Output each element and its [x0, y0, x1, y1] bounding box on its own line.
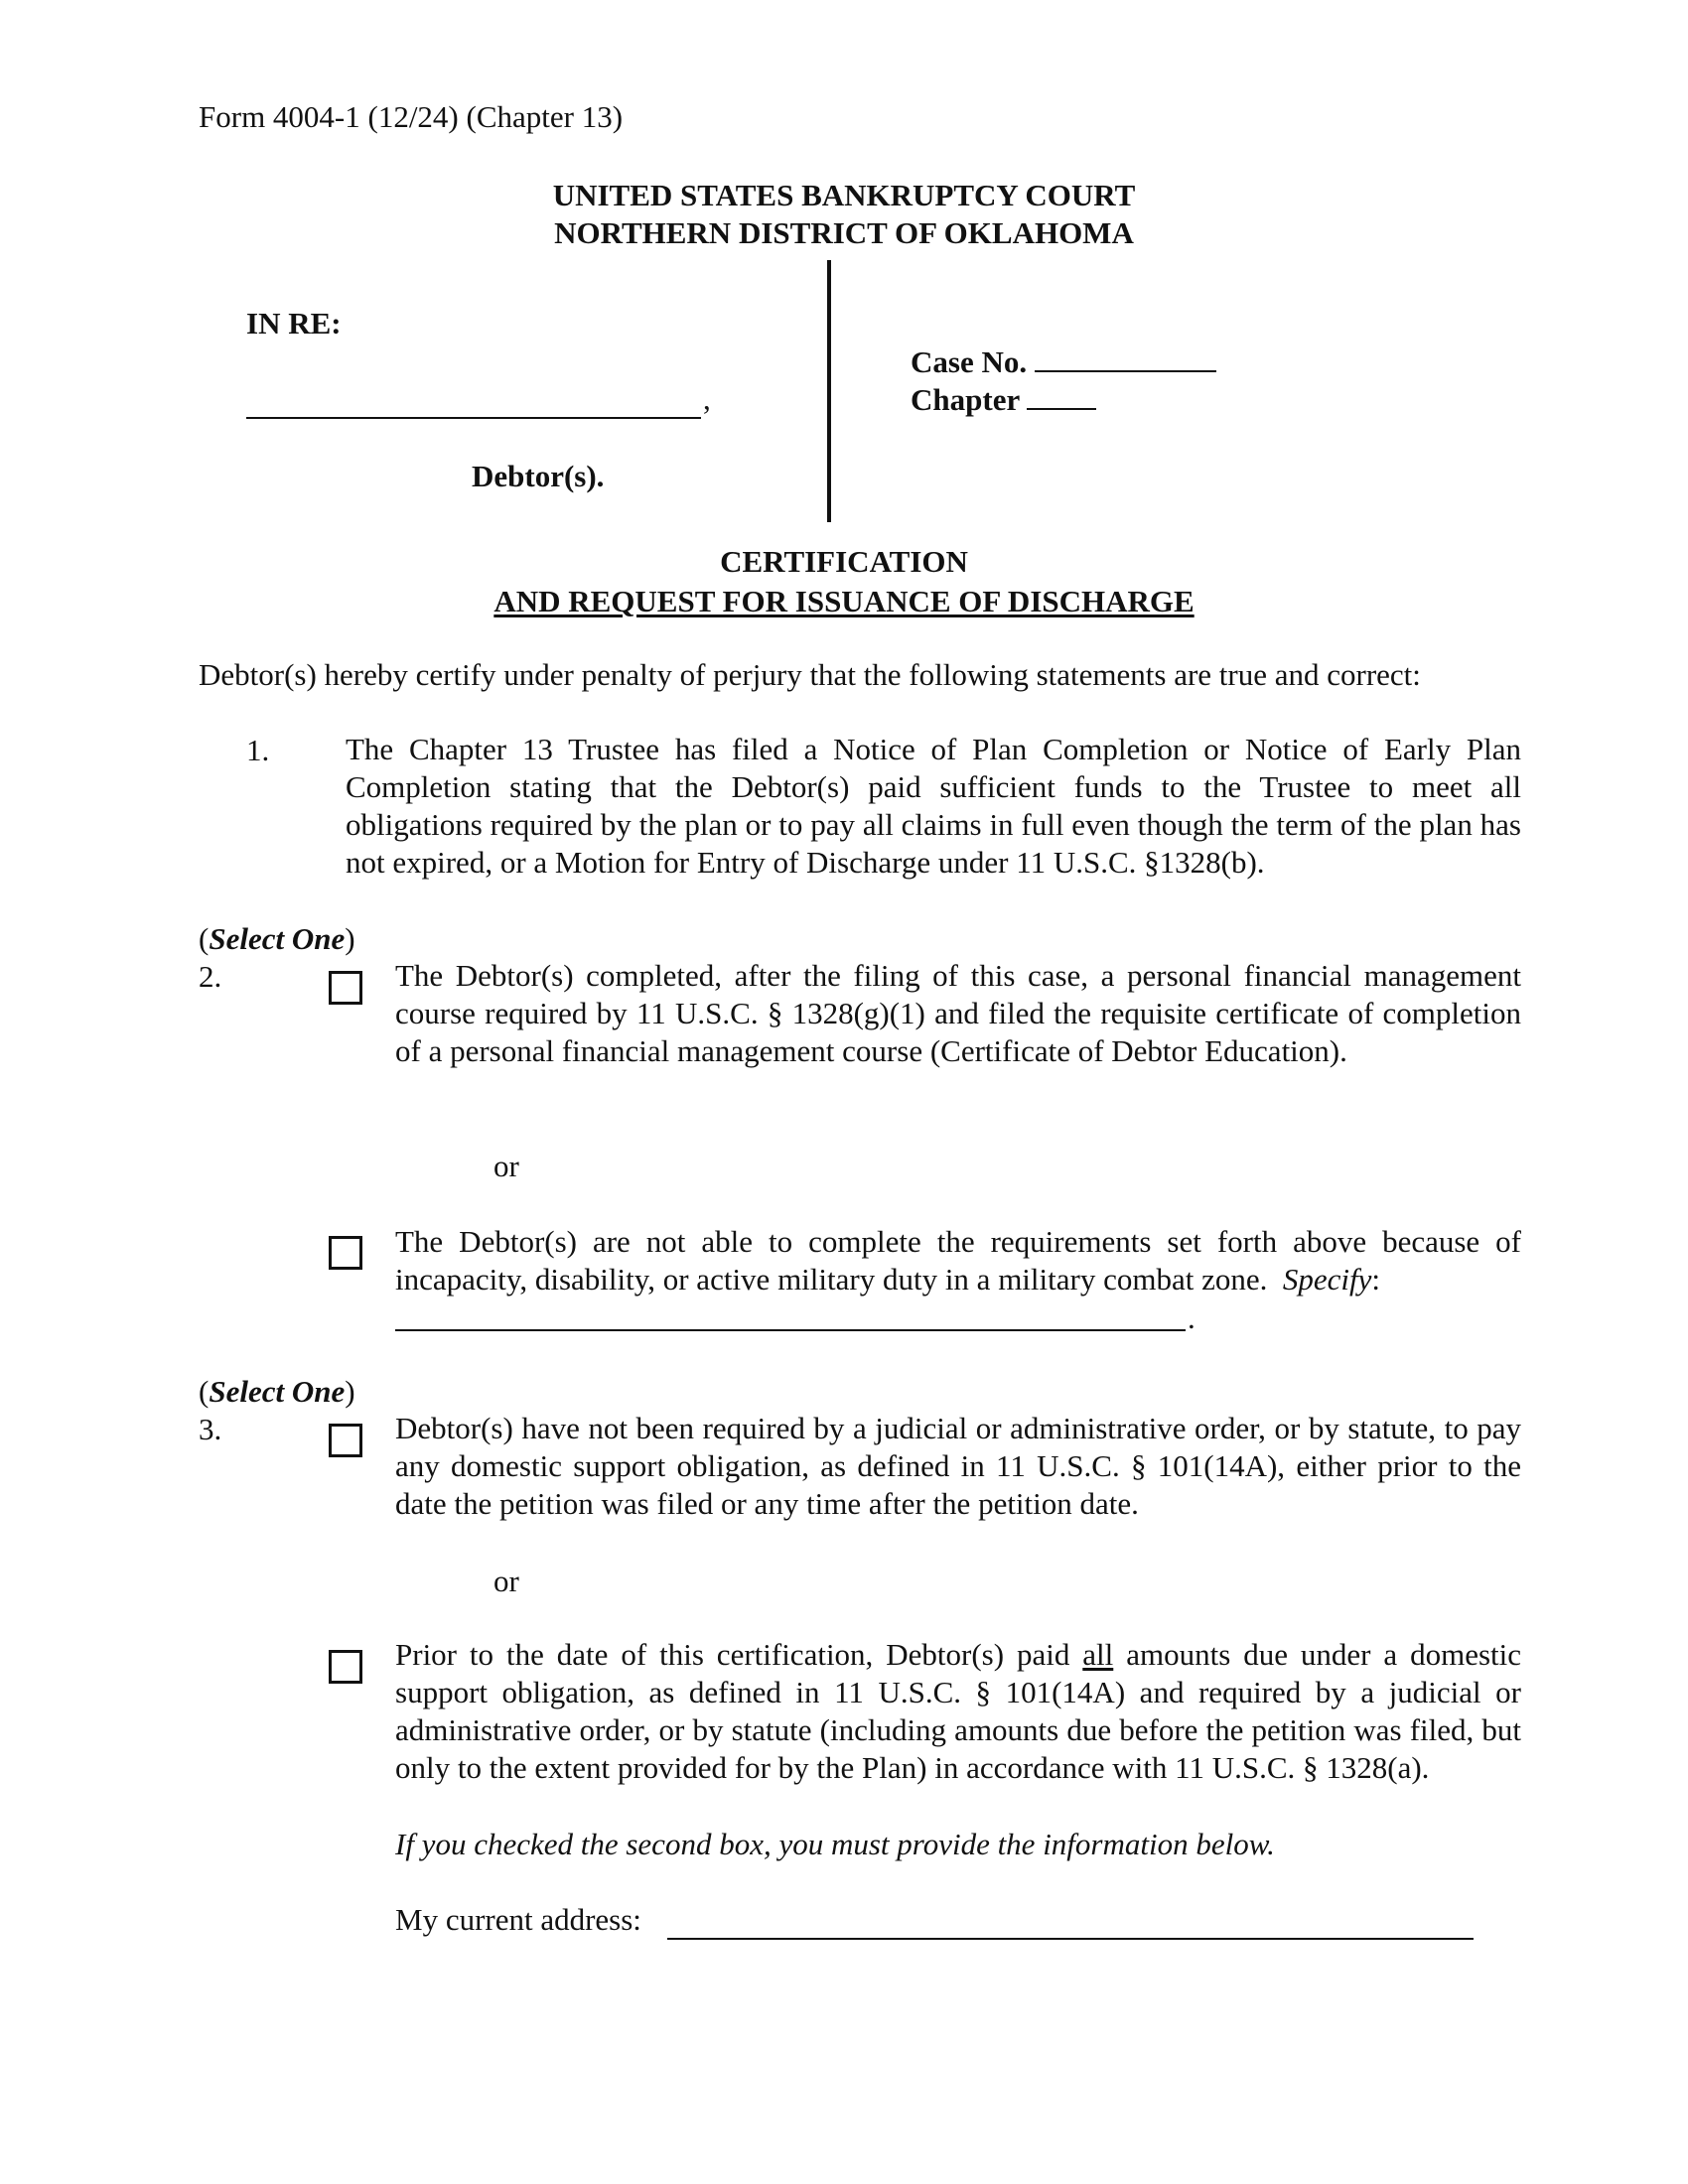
address-instruction: If you checked the second box, you must provide the information below. [395, 1827, 1275, 1861]
item-3-option-2-pre: Prior to the date of this certification, Debtor(s) paid [395, 1637, 1070, 1672]
select-paren-close: ) [345, 1374, 355, 1409]
item-2-option-2-body: The Debtor(s) are not able to complete the requirements set forth above because of incapacity, disability, or active military duty in a military combat zone. [395, 1224, 1521, 1297]
item-2-option-2-text [395, 1223, 1521, 1298]
debtor-name-comma: , [703, 381, 711, 416]
chapter-row [911, 381, 1216, 419]
specify-label: Specify [1282, 1262, 1372, 1297]
case-number-row [911, 343, 1216, 381]
debtor-name-field[interactable] [246, 377, 701, 419]
address-label: My current address: [395, 1902, 641, 1937]
case-info [911, 343, 1216, 419]
title-line-1: CERTIFICATION [720, 544, 968, 579]
court-name-line: UNITED STATES BANKRUPTCY COURT [552, 178, 1136, 212]
item-3-option-2-all: all [1082, 1637, 1114, 1672]
item-1-number: 1. [246, 733, 270, 767]
case-number-label: Case No. [911, 344, 1028, 379]
document-title [0, 542, 1688, 621]
case-number-field[interactable] [1035, 346, 1216, 372]
select-paren-close: ) [345, 921, 355, 956]
in-re-label: IN RE: [246, 306, 342, 341]
debtor-label: Debtor(s). [472, 459, 605, 493]
specify-colon: : [1371, 1262, 1380, 1297]
item-2-option-1-text: The Debtor(s) completed, after the filing of this case, a personal financial management course required by 11 U.S.C. § 1328(g)(1) and filed the requisite certificate of completion of a personal financial management course (Certificate of Debtor Education). [395, 958, 1521, 1068]
select-one-label: Select One [209, 921, 346, 956]
item-2-option-1-checkbox[interactable] [329, 971, 362, 1005]
chapter-label: Chapter [911, 382, 1020, 417]
caption-divider [827, 260, 831, 522]
item-1-text: The Chapter 13 Trustee has filed a Notice of Plan Completion or Notice of Early Plan Completion stating that the Debtor(s) paid sufficient funds to the Trustee to meet all obligations required by the plan or to pay all claims in full even though the term of the plan has not expired, or a Motion for Entry of Discharge under 11 U.S.C. §1328(b). [346, 732, 1521, 880]
chapter-field[interactable] [1027, 384, 1096, 410]
specify-period: . [1188, 1300, 1196, 1335]
select-one-label: Select One [209, 1374, 346, 1409]
court-district-line: NORTHERN DISTRICT OF OKLAHOMA [554, 215, 1134, 250]
select-paren-open: ( [199, 921, 210, 956]
item-3-option-2-post: amounts due under a domestic support obligation, as defined in 11 U.S.C. § 101(14A) and required by a judicial or administrative order, or by statute (including amounts due before the petition was filed, but only to the extent provided for by the Plan) in accordance with 11 U.S.C. § 1328(a). [395, 1637, 1522, 1785]
item-3-option-1-checkbox[interactable] [329, 1424, 362, 1457]
intro-statement: Debtor(s) hereby certify under penalty of perjury that the following statements are true and correct: [199, 657, 1421, 692]
form-identifier: Form 4004-1 (12/24) (Chapter 13) [199, 99, 624, 134]
specify-field[interactable] [395, 1299, 1186, 1331]
item-3-or: or [493, 1564, 519, 1598]
item-3-option-2-text [395, 1636, 1521, 1787]
item-3-option-1-text: Debtor(s) have not been required by a judicial or administrative order, or by statute, to pay any domestic support obligation, as defined in 11 U.S.C. § 101(14A), either prior to the date the petition was filed or any time after the petition date. [395, 1411, 1521, 1521]
address-field[interactable] [667, 1906, 1474, 1940]
item-2-select-one [199, 921, 355, 957]
item-2-option-2-checkbox[interactable] [329, 1236, 362, 1270]
title-line-2: AND REQUEST FOR ISSUANCE OF DISCHARGE [493, 584, 1195, 618]
court-heading [0, 177, 1688, 252]
item-2-number: 2. [199, 959, 222, 994]
item-3-select-one [199, 1374, 355, 1410]
item-3-option-2-checkbox[interactable] [329, 1650, 362, 1684]
item-3-number: 3. [199, 1412, 222, 1446]
item-2-or: or [493, 1149, 519, 1183]
select-paren-open: ( [199, 1374, 210, 1409]
